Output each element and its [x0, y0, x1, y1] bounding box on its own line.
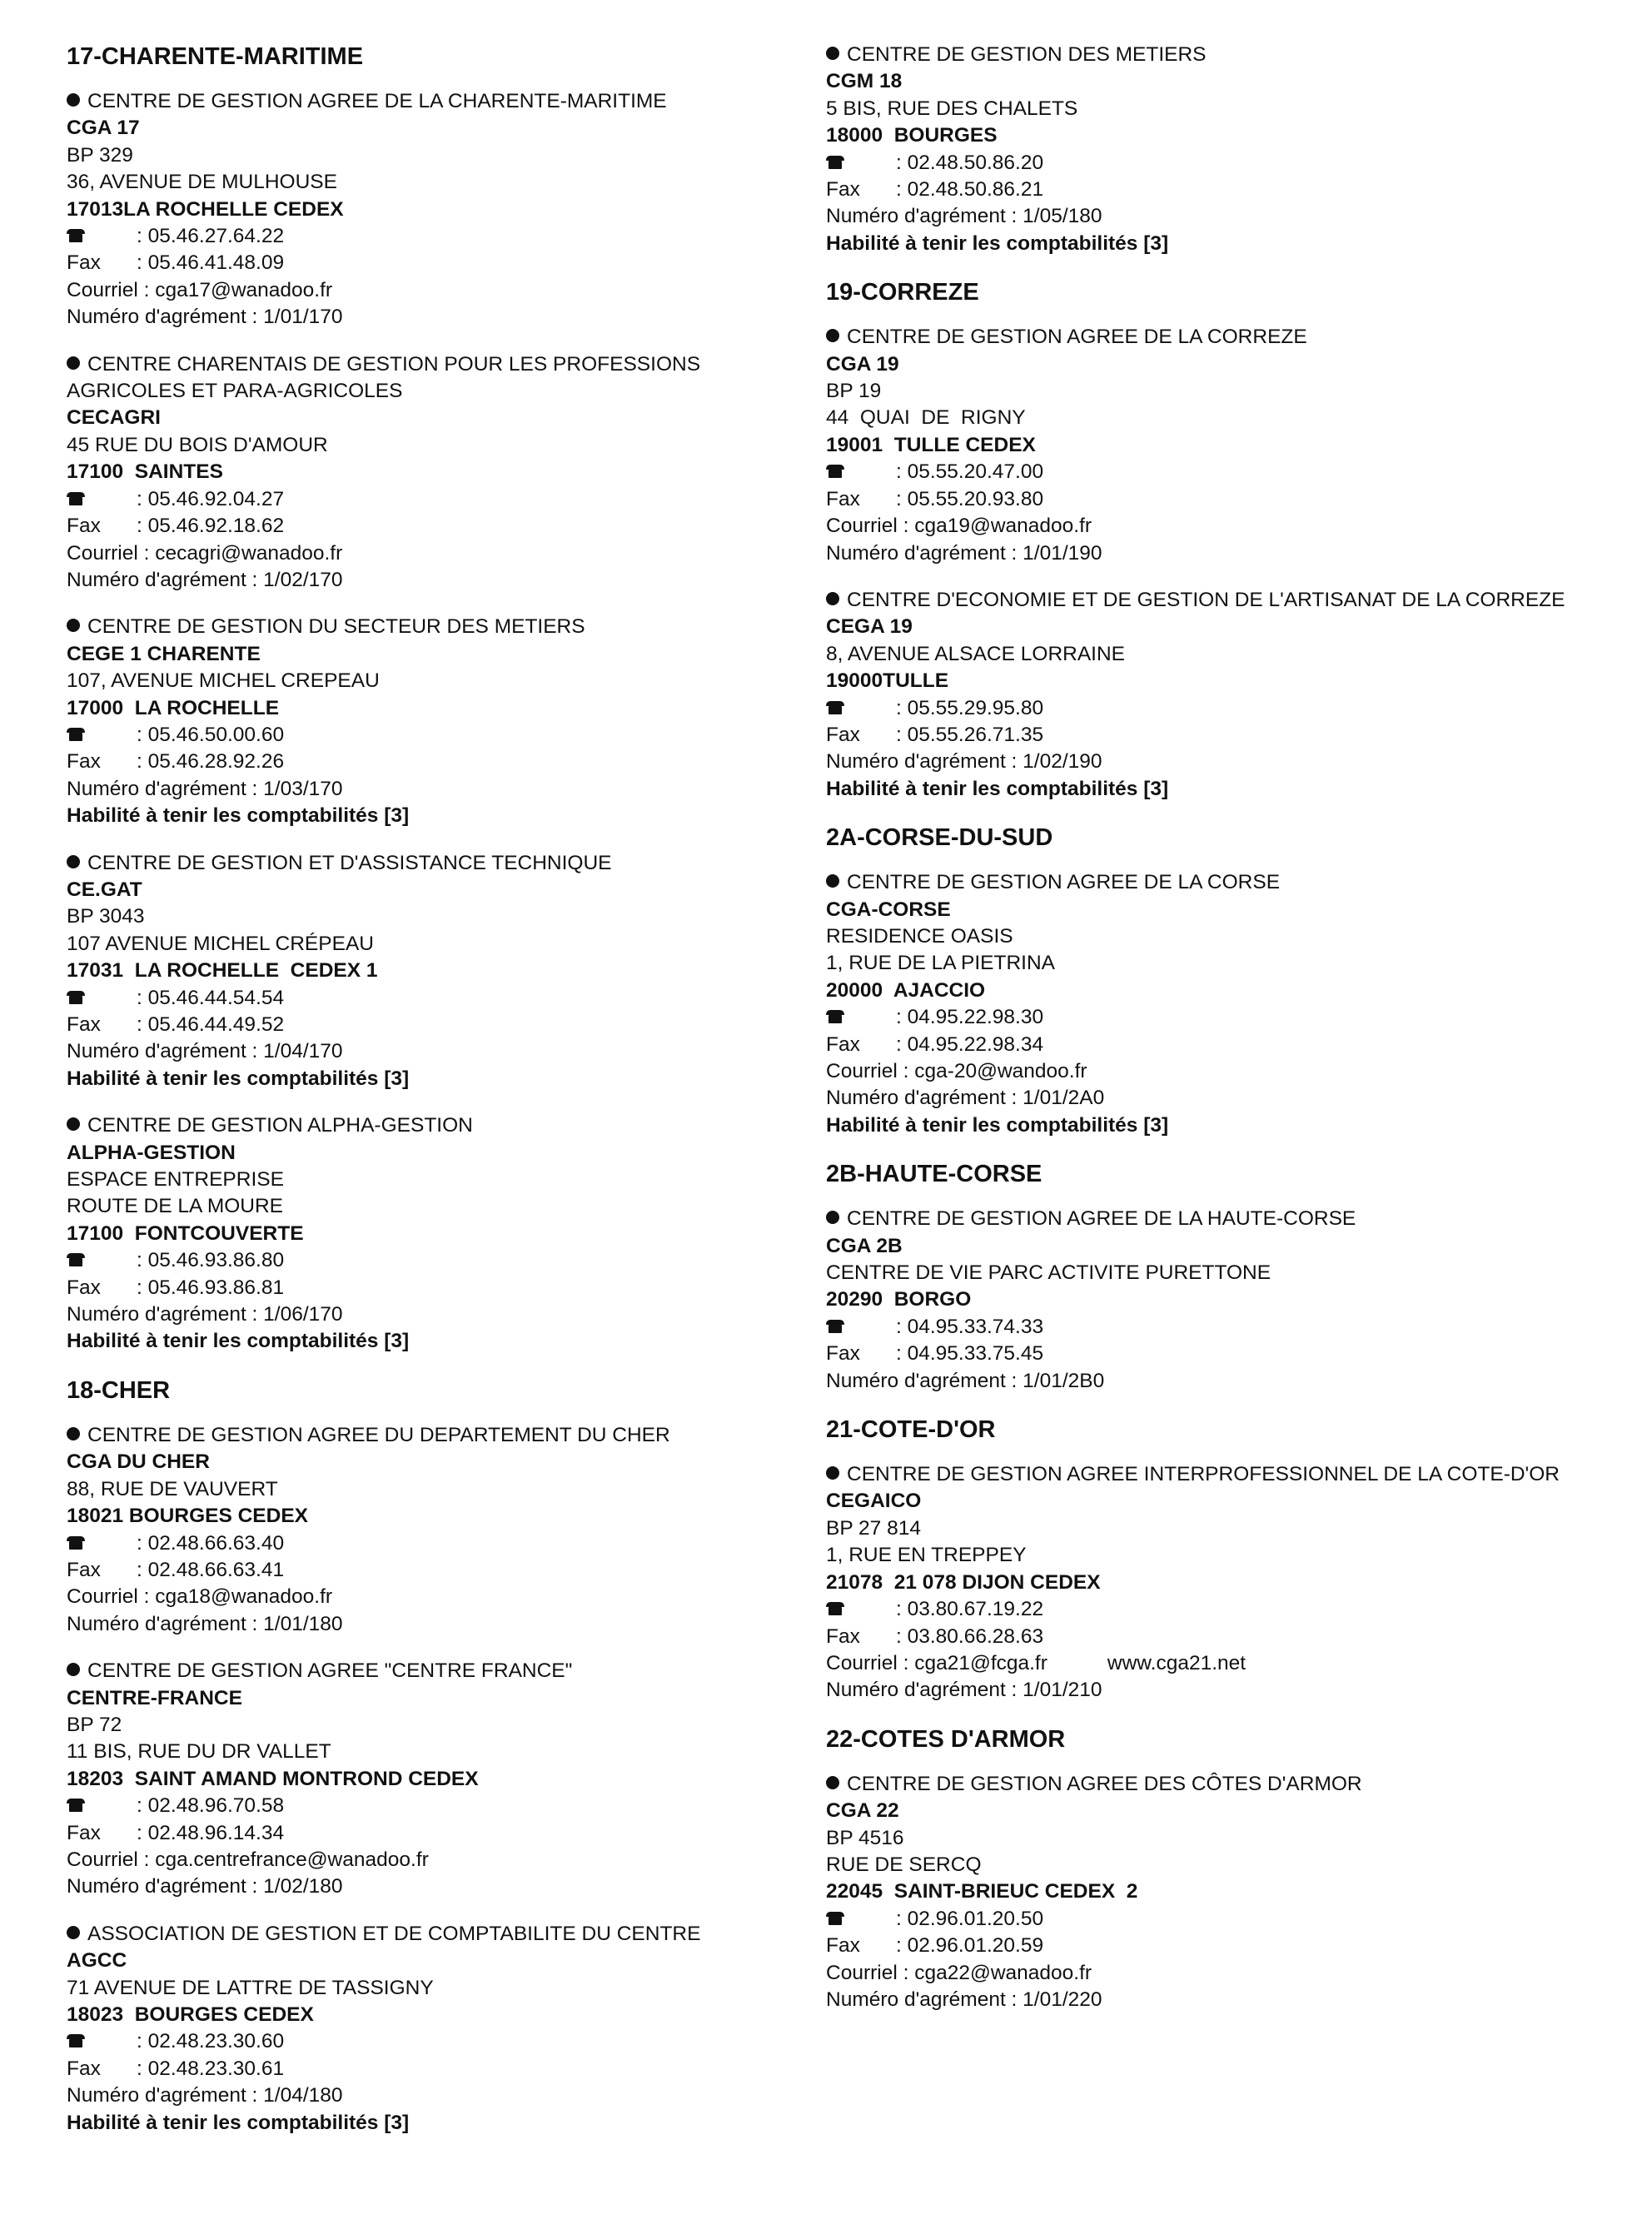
- postal-city: 22045 SAINT-BRIEUC CEDEX 2: [826, 1880, 1138, 1903]
- phone-label: [67, 1247, 137, 1274]
- fax-label: Fax: [67, 251, 101, 275]
- address-line: BP 329: [67, 143, 133, 167]
- postal-city: 18023 BOURGES CEDEX: [67, 2003, 314, 2026]
- phone-icon: [826, 1320, 844, 1333]
- center-entry: [67, 850, 799, 1093]
- email-address: Courriel : cga.centrefrance@wanadoo.fr: [67, 1848, 429, 1871]
- fax-line: [67, 1275, 799, 1301]
- fax-label: Fax: [826, 178, 860, 202]
- postal-city: 20290 BORGO: [826, 1288, 972, 1311]
- agrement-number: Numéro d'agrément : 1/03/170: [67, 777, 343, 800]
- email-address: Courriel : cga17@wanadoo.fr: [67, 278, 333, 301]
- phone-label: [67, 985, 137, 1012]
- address-line: RESIDENCE OASIS: [826, 924, 1013, 948]
- habilitation-note: Habilité à tenir les comptabilités [3]: [67, 1330, 410, 1353]
- fax-label: Fax: [67, 2057, 101, 2080]
- phone-label: [67, 223, 137, 250]
- address-line: 1, RUE DE LA PIETRINA: [826, 952, 1056, 975]
- center-name-line: [67, 351, 799, 406]
- fax-label: Fax: [826, 1934, 860, 1958]
- phone-line: [826, 1906, 1575, 1933]
- bullet-icon: [67, 1926, 80, 1939]
- center-entry: [826, 1771, 1575, 2014]
- phone-line: [67, 1530, 799, 1557]
- bullet-icon: [67, 1117, 80, 1131]
- phone-line: [67, 223, 799, 250]
- phone-label: [67, 2028, 137, 2055]
- center-name: CENTRE DE GESTION AGREE DE LA CORSE: [847, 871, 1281, 894]
- fax-number: : 02.48.96.14.34: [137, 1821, 285, 1844]
- fax-number: : 03.80.66.28.63: [896, 1625, 1044, 1648]
- department-heading: 17-CHARENTE-MARITIME: [67, 43, 364, 70]
- phone-icon: [67, 229, 85, 242]
- bullet-icon: [826, 1211, 839, 1224]
- phone-label: [826, 695, 896, 722]
- department-section: [826, 1159, 1575, 1395]
- center-entry: [826, 324, 1575, 567]
- address-line: RUE DE SERCQ: [826, 1853, 982, 1876]
- right-column: [826, 42, 1575, 2033]
- phone-icon: [826, 1912, 844, 1925]
- center-name: CENTRE DE GESTION DU SECTEUR DES METIERS: [87, 615, 585, 639]
- bullet-icon: [826, 874, 839, 888]
- postal-city: 18000 BOURGES: [826, 124, 998, 147]
- center-entry: [67, 1921, 799, 2137]
- phone-label: [826, 1596, 896, 1623]
- habilitation-note: Habilité à tenir les comptabilités [3]: [826, 777, 1169, 800]
- center-code: CGA 22: [826, 1799, 899, 1823]
- phone-label: [67, 1793, 137, 1819]
- phone-line: [826, 1596, 1575, 1623]
- center-name: CENTRE DE GESTION AGREE DES CÔTES D'ARMOR: [847, 1772, 1362, 1795]
- department-heading: 2B-HAUTE-CORSE: [826, 1161, 1042, 1188]
- fax-line: [67, 1557, 799, 1584]
- website: www.cga21.net: [1107, 1651, 1246, 1674]
- phone-label: [826, 1906, 896, 1933]
- phone-number: : 02.48.96.70.58: [137, 1794, 285, 1818]
- address-line: 71 AVENUE DE LATTRE DE TASSIGNY: [67, 1976, 434, 1999]
- email-line: [826, 1058, 1575, 1085]
- address-line: 8, AVENUE ALSACE LORRAINE: [826, 642, 1126, 665]
- fax-number: : 04.95.22.98.34: [896, 1032, 1044, 1056]
- email-address: Courriel : cga19@wanadoo.fr: [826, 515, 1092, 538]
- fax-label: Fax: [826, 1625, 860, 1648]
- phone-label: [67, 486, 137, 513]
- center-name: CENTRE DE GESTION ET D'ASSISTANCE TECHNIQUE: [87, 851, 612, 874]
- center-entry: [67, 88, 799, 331]
- fax-number: : 02.96.01.20.59: [896, 1934, 1044, 1958]
- fax-number: : 02.48.50.86.21: [896, 178, 1044, 202]
- phone-number: : 02.48.50.86.20: [896, 151, 1044, 174]
- fax-label: Fax: [67, 1821, 101, 1844]
- center-code: CEGA 19: [826, 615, 913, 639]
- habilitation-note: Habilité à tenir les comptabilités [3]: [67, 2111, 410, 2134]
- fax-line: [826, 1933, 1575, 1959]
- email-line: [826, 1960, 1575, 1987]
- phone-icon: [67, 492, 85, 505]
- center-name: CENTRE DE GESTION AGREE DE LA CORREZE: [847, 326, 1307, 349]
- phone-number: : 05.46.27.64.22: [137, 225, 285, 248]
- bullet-icon: [67, 356, 80, 370]
- center-name: CENTRE DE GESTION AGREE INTERPROFESSIONNEL DE LA COTE-D'OR: [847, 1463, 1560, 1486]
- phone-label: [826, 1004, 896, 1031]
- fax-line: [826, 722, 1575, 749]
- department-section: [67, 1376, 799, 2137]
- center-name-line: [67, 1658, 799, 1684]
- habilitation-note: Habilité à tenir les comptabilités [3]: [826, 231, 1169, 255]
- phone-icon: [826, 1010, 844, 1023]
- center-name-line: [67, 88, 799, 115]
- address-line: 44 QUAI DE RIGNY: [826, 406, 1026, 430]
- center-name-line: [67, 1921, 799, 1948]
- fax-label: Fax: [67, 1558, 101, 1581]
- agrement-number: Numéro d'agrément : 1/01/220: [826, 1988, 1102, 2011]
- department-section: [67, 42, 799, 1356]
- address-line: 107, AVENUE MICHEL CREPEAU: [67, 669, 380, 693]
- address-line: BP 27 814: [826, 1516, 921, 1540]
- department-heading: 22-COTES D'ARMOR: [826, 1725, 1066, 1753]
- agrement-number: Numéro d'agrément : 1/05/180: [826, 205, 1102, 228]
- address-line: BP 3043: [67, 905, 145, 928]
- agrement-number: Numéro d'agrément : 1/01/180: [67, 1612, 343, 1635]
- phone-line: [67, 722, 799, 749]
- fax-label: Fax: [826, 487, 860, 510]
- address-line: BP 72: [67, 1713, 122, 1736]
- phone-number: : 05.55.20.47.00: [896, 460, 1044, 484]
- fax-line: [67, 1012, 799, 1038]
- fax-label: Fax: [826, 723, 860, 746]
- center-name: ASSOCIATION DE GESTION ET DE COMPTABILITE DU CENTRE: [87, 1922, 701, 1945]
- email-address: Courriel : cga18@wanadoo.fr: [67, 1585, 333, 1609]
- address-line: 5 BIS, RUE DES CHALETS: [826, 97, 1078, 120]
- habilitation-note: Habilité à tenir les comptabilités [3]: [826, 1113, 1169, 1137]
- center-entry: [826, 42, 1575, 257]
- department-section: [826, 42, 1575, 257]
- fax-line: [67, 1820, 799, 1847]
- phone-label: [826, 150, 896, 177]
- postal-city: 17100 SAINTES: [67, 460, 223, 484]
- fax-line: [67, 749, 799, 775]
- phone-icon: [67, 1536, 85, 1550]
- center-name-line: [67, 850, 799, 877]
- habilitation-note: Habilité à tenir les comptabilités [3]: [67, 804, 410, 828]
- bullet-icon: [67, 855, 80, 868]
- center-code: CEGE 1 CHARENTE: [67, 642, 261, 665]
- center-name: CENTRE DE GESTION AGREE DE LA HAUTE-CORSE: [847, 1207, 1356, 1231]
- fax-number: : 02.48.23.30.61: [137, 2057, 285, 2080]
- agrement-number: Numéro d'agrément : 1/01/170: [67, 306, 343, 329]
- bullet-icon: [826, 47, 839, 60]
- center-name: CENTRE DE GESTION AGREE DU DEPARTEMENT DU CHER: [87, 1423, 670, 1446]
- phone-label: [67, 1530, 137, 1557]
- bullet-icon: [67, 93, 80, 107]
- fax-label: Fax: [67, 1276, 101, 1299]
- center-name: CENTRE DE GESTION AGREE "CENTRE FRANCE": [87, 1659, 573, 1683]
- phone-line: [67, 985, 799, 1012]
- fax-label: Fax: [67, 750, 101, 774]
- postal-city: 19000TULLE: [826, 669, 949, 693]
- phone-label: [67, 722, 137, 749]
- fax-number: : 05.46.41.48.09: [137, 251, 285, 275]
- bullet-icon: [826, 329, 839, 342]
- department-heading: 2A-CORSE-DU-SUD: [826, 824, 1053, 852]
- center-code: CGA DU CHER: [67, 1450, 210, 1474]
- postal-city: 19001 TULLE CEDEX: [826, 433, 1036, 456]
- postal-city: 20000 AJACCIO: [826, 978, 986, 1002]
- fax-number: : 05.46.92.18.62: [137, 515, 285, 538]
- center-code: CGA 2B: [826, 1234, 903, 1257]
- center-entry: [826, 587, 1575, 803]
- agrement-number: Numéro d'agrément : 1/06/170: [67, 1303, 343, 1326]
- phone-label: [826, 1314, 896, 1341]
- fax-line: [826, 1341, 1575, 1367]
- phone-line: [826, 150, 1575, 177]
- fax-number: : 04.95.33.75.45: [896, 1342, 1044, 1366]
- phone-number: : 04.95.22.98.30: [896, 1006, 1044, 1029]
- email-address: Courriel : cga22@wanadoo.fr: [826, 1961, 1092, 1984]
- center-entry: [67, 614, 799, 829]
- center-name: CENTRE CHARENTAIS DE GESTION POUR LES PROFESSIONS AGRICOLES ET PARA-AGRICOLES: [67, 352, 701, 403]
- center-name-line: [826, 42, 1575, 68]
- center-name-line: [826, 869, 1575, 896]
- phone-line: [67, 486, 799, 513]
- email-line: [826, 1650, 1575, 1677]
- postal-city: 17100 FONTCOUVERTE: [67, 1221, 304, 1245]
- phone-line: [67, 1793, 799, 1819]
- fax-line: [67, 2056, 799, 2082]
- center-entry: [826, 869, 1575, 1139]
- agrement-number: Numéro d'agrément : 1/01/2B0: [826, 1369, 1105, 1392]
- center-name-line: [826, 1206, 1575, 1232]
- center-name-line: [67, 614, 799, 640]
- center-name: CENTRE DE GESTION AGREE DE LA CHARENTE-MARITIME: [87, 90, 667, 112]
- center-code: CGM 18: [826, 70, 903, 93]
- fax-number: : 05.55.20.93.80: [896, 487, 1044, 510]
- fax-line: [826, 1624, 1575, 1650]
- bullet-icon: [67, 1663, 80, 1676]
- bullet-icon: [67, 619, 80, 632]
- phone-icon: [826, 465, 844, 478]
- phone-line: [826, 1004, 1575, 1031]
- center-name: CENTRE DE GESTION ALPHA-GESTION: [87, 1114, 473, 1137]
- email-line: [67, 1847, 799, 1873]
- center-code: CENTRE-FRANCE: [67, 1686, 242, 1709]
- phone-line: [826, 459, 1575, 485]
- fax-label: Fax: [826, 1032, 860, 1056]
- center-name: CENTRE D'ECONOMIE ET DE GESTION DE L'ARTISANAT DE LA CORREZE: [847, 588, 1565, 611]
- address-line: ROUTE DE LA MOURE: [67, 1195, 284, 1218]
- address-line: 1, RUE EN TREPPEY: [826, 1544, 1027, 1567]
- phone-line: [67, 2028, 799, 2055]
- postal-city: 21078 21 078 DIJON CEDEX: [826, 1570, 1101, 1594]
- email-line: [67, 540, 799, 567]
- address-line: CENTRE DE VIE PARC ACTIVITE PURETTONE: [826, 1261, 1271, 1285]
- department-heading: 19-CORREZE: [826, 279, 979, 306]
- center-code: AGCC: [67, 1949, 127, 1973]
- fax-line: [826, 486, 1575, 513]
- phone-number: : 05.46.50.00.60: [137, 723, 285, 746]
- email-address: Courriel : cecagri@wanadoo.fr: [67, 541, 343, 565]
- fax-line: [67, 513, 799, 540]
- department-section: [826, 1415, 1575, 1704]
- agrement-number: Numéro d'agrément : 1/01/190: [826, 541, 1102, 565]
- phone-line: [826, 695, 1575, 722]
- department-heading: 18-CHER: [67, 1376, 171, 1404]
- phone-icon: [67, 991, 85, 1004]
- phone-number: : 04.95.33.74.33: [896, 1315, 1044, 1338]
- phone-icon: [67, 2034, 85, 2047]
- center-code: CECAGRI: [67, 406, 161, 430]
- center-name-line: [826, 324, 1575, 351]
- department-section: [826, 1724, 1575, 2014]
- center-name-line: [67, 1422, 799, 1449]
- phone-icon: [826, 701, 844, 714]
- postal-city: 18203 SAINT AMAND MONTROND CEDEX: [67, 1767, 479, 1790]
- email-address: Courriel : cga21@fcga.fr: [826, 1651, 1047, 1674]
- postal-city: 17000 LA ROCHELLE: [67, 696, 280, 719]
- phone-number: : 02.48.23.30.60: [137, 2030, 285, 2053]
- phone-line: [67, 1247, 799, 1274]
- phone-number: : 02.96.01.20.50: [896, 1907, 1044, 1930]
- habilitation-note: Habilité à tenir les comptabilités [3]: [67, 1067, 410, 1090]
- department-section: [826, 277, 1575, 803]
- center-entry: [67, 351, 799, 595]
- address-line: BP 19: [826, 380, 882, 403]
- phone-number: : 05.46.93.86.80: [137, 1249, 285, 1272]
- center-name: CENTRE DE GESTION DES METIERS: [847, 43, 1207, 66]
- center-name-line: [826, 1771, 1575, 1798]
- fax-label: Fax: [67, 515, 101, 538]
- phone-number: : 05.46.44.54.54: [137, 986, 285, 1009]
- phone-number: : 05.46.92.04.27: [137, 487, 285, 510]
- fax-line: [67, 250, 799, 276]
- department-section: [826, 823, 1575, 1139]
- agrement-number: Numéro d'agrément : 1/02/180: [67, 1875, 343, 1898]
- center-code: CGA-CORSE: [826, 898, 951, 921]
- center-entry: [67, 1658, 799, 1901]
- center-entry: [826, 1206, 1575, 1395]
- fax-label: Fax: [67, 1013, 101, 1036]
- postal-city: 17013LA ROCHELLE CEDEX: [67, 197, 344, 221]
- center-entry: [67, 1112, 799, 1356]
- address-line: 11 BIS, RUE DU DR VALLET: [67, 1740, 331, 1764]
- fax-label: Fax: [826, 1342, 860, 1366]
- bullet-icon: [826, 1466, 839, 1480]
- center-entry: [67, 1422, 799, 1638]
- phone-icon: [67, 1253, 85, 1266]
- email-address: Courriel : cga-20@wandoo.fr: [826, 1060, 1087, 1082]
- department-heading: 21-COTE-D'OR: [826, 1416, 996, 1444]
- agrement-number: Numéro d'agrément : 1/02/170: [67, 568, 343, 591]
- bullet-icon: [826, 592, 839, 605]
- phone-icon: [67, 1799, 85, 1812]
- phone-number: : 05.55.29.95.80: [896, 696, 1044, 719]
- address-line: 107 AVENUE MICHEL CRÉPEAU: [67, 932, 374, 955]
- bullet-icon: [67, 1427, 80, 1440]
- left-column: [67, 42, 799, 2157]
- email-line: [67, 1584, 799, 1610]
- fax-number: : 05.46.28.92.26: [137, 750, 285, 774]
- agrement-number: Numéro d'agrément : 1/04/170: [67, 1040, 343, 1063]
- phone-label: [826, 459, 896, 485]
- email-line: [67, 277, 799, 304]
- postal-city: 18021 BOURGES CEDEX: [67, 1505, 309, 1528]
- fax-number: : 02.48.66.63.41: [137, 1558, 285, 1581]
- center-code: CE.GAT: [67, 878, 142, 901]
- center-name-line: [826, 1461, 1575, 1488]
- agrement-number: Numéro d'agrément : 1/01/2A0: [826, 1087, 1105, 1110]
- email-line: [826, 513, 1575, 540]
- center-code: ALPHA-GESTION: [67, 1141, 236, 1164]
- phone-icon: [67, 728, 85, 741]
- center-name-line: [67, 1112, 799, 1139]
- fax-number: : 05.46.93.86.81: [137, 1276, 285, 1299]
- bullet-icon: [826, 1776, 839, 1789]
- center-name-line: [826, 587, 1575, 614]
- fax-number: : 05.46.44.49.52: [137, 1013, 285, 1036]
- agrement-number: Numéro d'agrément : 1/04/180: [67, 2084, 343, 2107]
- phone-line: [826, 1314, 1575, 1341]
- address-line: 36, AVENUE DE MULHOUSE: [67, 171, 337, 194]
- phone-number: : 03.80.67.19.22: [896, 1598, 1044, 1621]
- center-code: CGA 19: [826, 352, 899, 376]
- phone-number: : 02.48.66.63.40: [137, 1531, 285, 1555]
- address-line: ESPACE ENTREPRISE: [67, 1168, 284, 1192]
- phone-icon: [826, 1602, 844, 1615]
- fax-line: [826, 1032, 1575, 1058]
- fax-number: : 05.55.26.71.35: [896, 723, 1044, 746]
- address-line: 45 RUE DU BOIS D'AMOUR: [67, 433, 328, 456]
- address-line: 88, RUE DE VAUVERT: [67, 1477, 278, 1500]
- center-code: CEGAICO: [826, 1490, 922, 1513]
- agrement-number: Numéro d'agrément : 1/01/210: [826, 1679, 1102, 1702]
- fax-line: [826, 177, 1575, 203]
- center-entry: [826, 1461, 1575, 1704]
- postal-city: 17031 LA ROCHELLE CEDEX 1: [67, 959, 378, 983]
- phone-icon: [826, 156, 844, 169]
- address-line: BP 4516: [826, 1826, 904, 1849]
- agrement-number: Numéro d'agrément : 1/02/190: [826, 750, 1102, 774]
- center-code: CGA 17: [67, 117, 140, 140]
